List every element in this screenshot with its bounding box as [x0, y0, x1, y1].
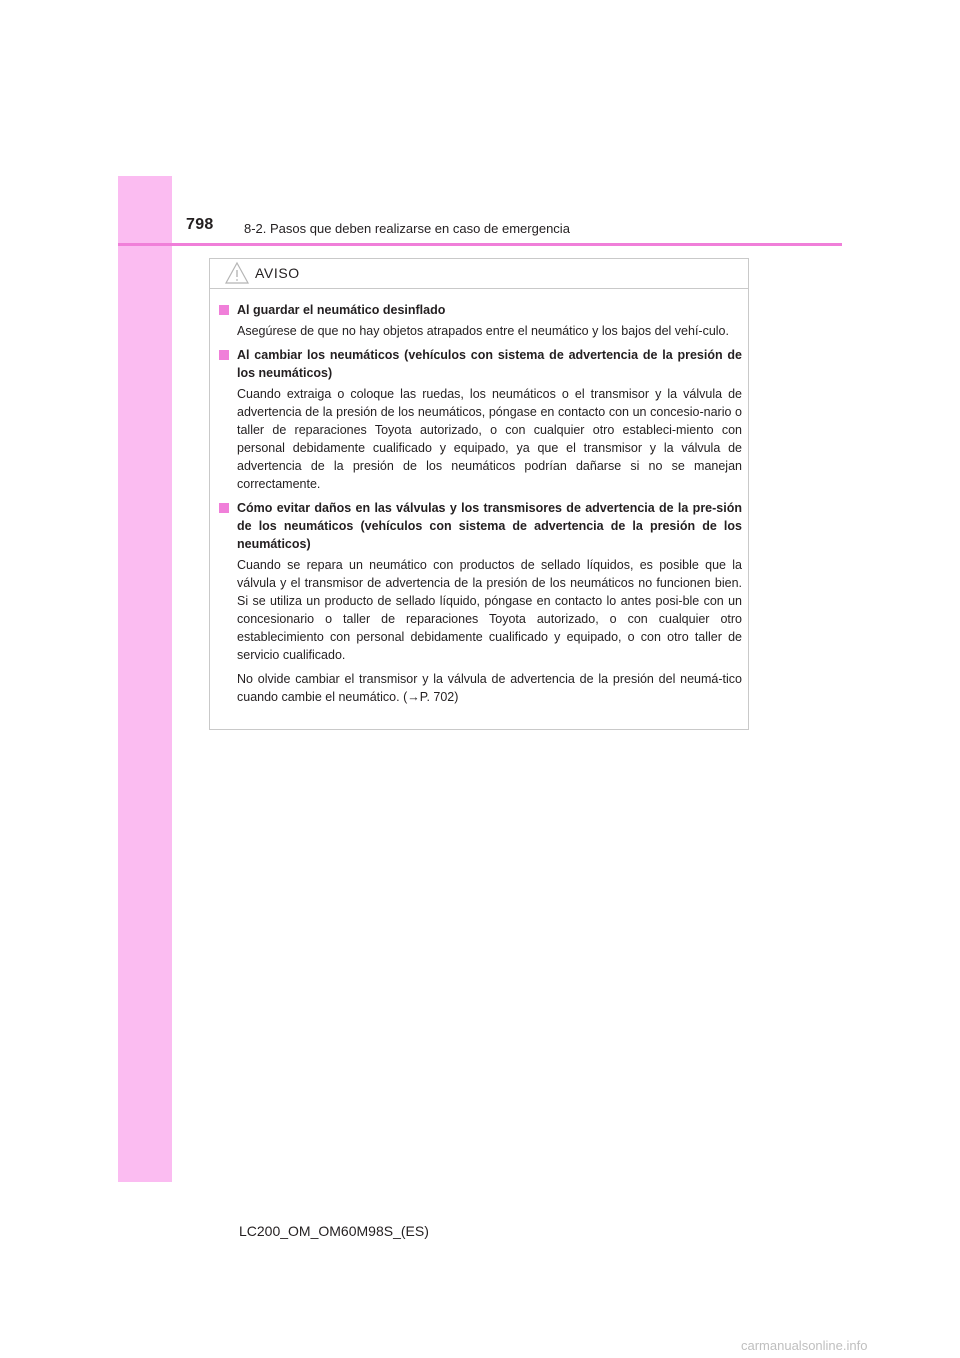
- item-paragraph: Cuando se repara un neumático con productos de sellado líquidos, es posible que la válvula y el transmisor de advertencia de la presión de los neumáticos no funcionen bien. Si se utiliza un producto de sellado líquido, póngase en contacto lo antes posi-ble con un concesionario o taller de reparaciones Toyota autorizado, o con cualquier otro establecimiento con personal debidamente cualificado y equipado, o con otro taller de servicio cualificado.: [237, 558, 742, 662]
- warning-item: [219, 499, 742, 706]
- header-rule: [118, 243, 842, 246]
- item-paragraph: Cuando extraiga o coloque las ruedas, los neumáticos o el transmisor y la válvula de advertencia de la presión de los neumáticos, póngase en contacto con un concesio-nario o taller de reparaciones Toyota autorizado, o con cualquier otro estableci-miento con personal debidamente cualificado y equipado, ya que el transmisor y la válvula de advertencia de la presión de los neumáticos podrían dañarse si no se manejan correctamente.: [237, 387, 742, 491]
- warning-body: [210, 289, 748, 706]
- watermark: carmanualsonline.info: [741, 1338, 868, 1353]
- square-bullet-icon: [219, 503, 229, 513]
- item-heading: Al cambiar los neumáticos (vehículos con sistema de advertencia de la presión de los neumáticos): [237, 348, 742, 380]
- warning-header: [210, 259, 748, 289]
- warning-box: [209, 258, 749, 730]
- square-bullet-icon: [219, 305, 229, 315]
- warning-item: [219, 346, 742, 493]
- warning-item: [219, 301, 742, 340]
- section-title: 8-2. Pasos que deben realizarse en caso de emergencia: [244, 221, 570, 236]
- square-bullet-icon: [219, 350, 229, 360]
- warning-triangle-icon: [224, 261, 250, 285]
- item-paragraph: Asegúrese de que no hay objetos atrapados entre el neumático y los bajos del vehí-culo.: [237, 324, 729, 338]
- item-heading: Cómo evitar daños en las válvulas y los transmisores de advertencia de la pre-sión de los neumáticos (vehículos con sistema de advertencia de la presión de los neumáticos): [237, 501, 742, 551]
- chapter-side-bar: [118, 176, 172, 1182]
- document-code: LC200_OM_OM60M98S_(ES): [239, 1223, 429, 1239]
- warning-label: AVISO: [255, 265, 300, 281]
- item-paragraph: No olvide cambiar el transmisor y la válvula de advertencia de la presión del neumá-tico cuando cambie el neumático. (→P. 702): [237, 672, 742, 704]
- item-heading: Al guardar el neumático desinflado: [237, 303, 446, 317]
- page-number: 798: [186, 216, 214, 233]
